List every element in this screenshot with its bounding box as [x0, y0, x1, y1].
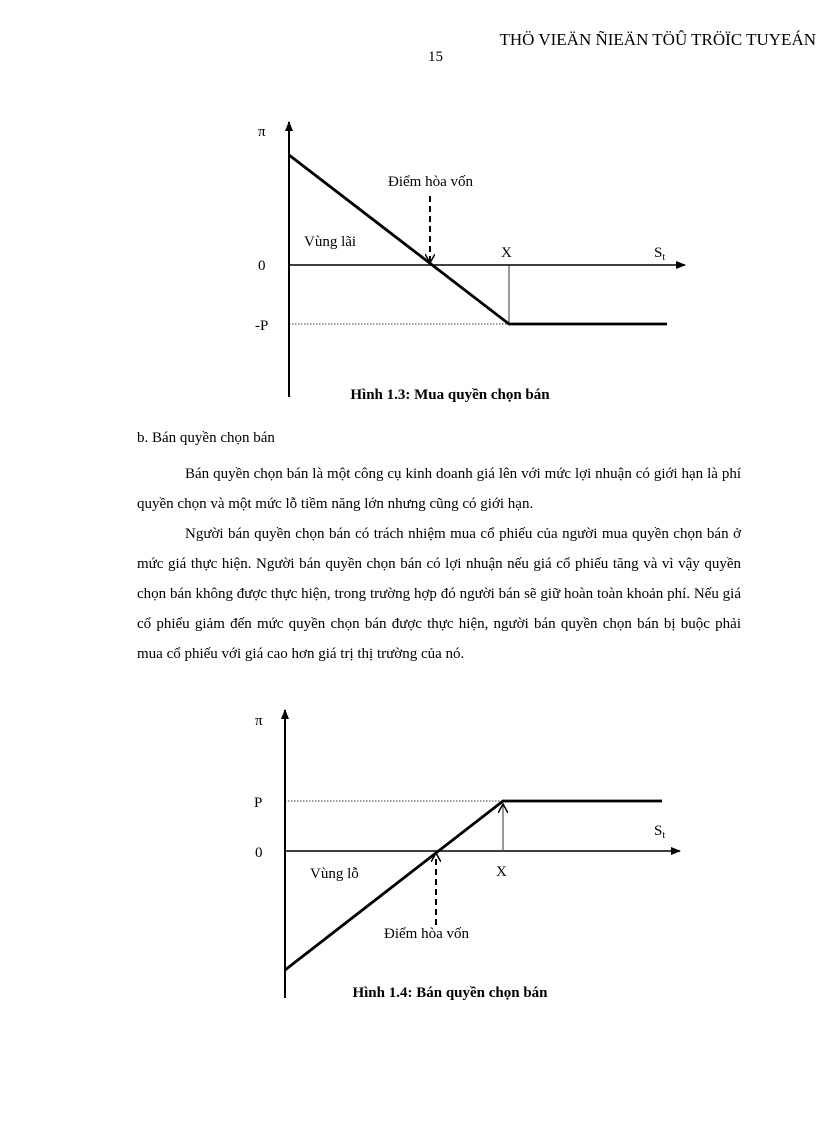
y-axis-label: π: [258, 124, 266, 140]
tick-minus-p: -P: [255, 318, 269, 334]
tick-zero: 0: [255, 845, 263, 861]
figure-1-3-caption: Hình 1.3: Mua quyền chọn bán: [350, 387, 550, 403]
section-heading: b. Bán quyền chọn bán: [137, 430, 275, 446]
strike-label: X: [501, 245, 512, 261]
breakeven-label: Điểm hòa vốn: [384, 926, 469, 942]
paragraph-2: Người bán quyền chọn bán có trách nhiệm mua cổ phiếu của người mua quyền chọn bán ở mức giá thực hiện. Người bán quyền chọn bán có lợi nhuận nếu giá cổ phiếu tăng và vì vậy quyền chọn bán không được thực hiện, trong trường hợp đó người bán sẽ giữ hoàn toàn khoản phí. Nếu giá cổ phiếu giảm đến mức quyền chọn bán được thực hiện, người bán quyền chọn bán bị buộc phải mua cổ phiếu với giá cao hơn giá trị thị trường của nó.: [137, 526, 741, 662]
figure-1-4-diagram: [0, 700, 816, 1000]
payoff-line: [285, 801, 662, 970]
region-label: Vùng lỗ: [310, 866, 359, 882]
header-title: THÖ VIEÄN ÑIEÄN TÖÛ TRÖÏC TUYEÁN: [499, 30, 816, 49]
x-axis-label: $S_t$: [654, 823, 666, 841]
figure-1-3-diagram: [0, 110, 816, 410]
tick-p: P: [254, 795, 263, 811]
tick-zero: 0: [258, 258, 266, 274]
y-axis-label: π: [255, 713, 263, 729]
paragraph-1: Bán quyền chọn bán là một công cụ kinh doanh giá lên với mức lợi nhuận có giới hạn là phí quyền chọn và một mức lỗ tiềm năng lớn nhưng cũng có giới hạn.: [137, 466, 741, 512]
page-number: 15: [428, 49, 443, 65]
breakeven-label: Điểm hòa vốn: [388, 174, 473, 190]
region-label: Vùng lãi: [304, 234, 357, 250]
figure-1-4-caption: Hình 1.4: Bán quyền chọn bán: [352, 985, 548, 1001]
x-axis-label: $S_t$: [654, 245, 666, 263]
strike-label: X: [496, 864, 507, 880]
